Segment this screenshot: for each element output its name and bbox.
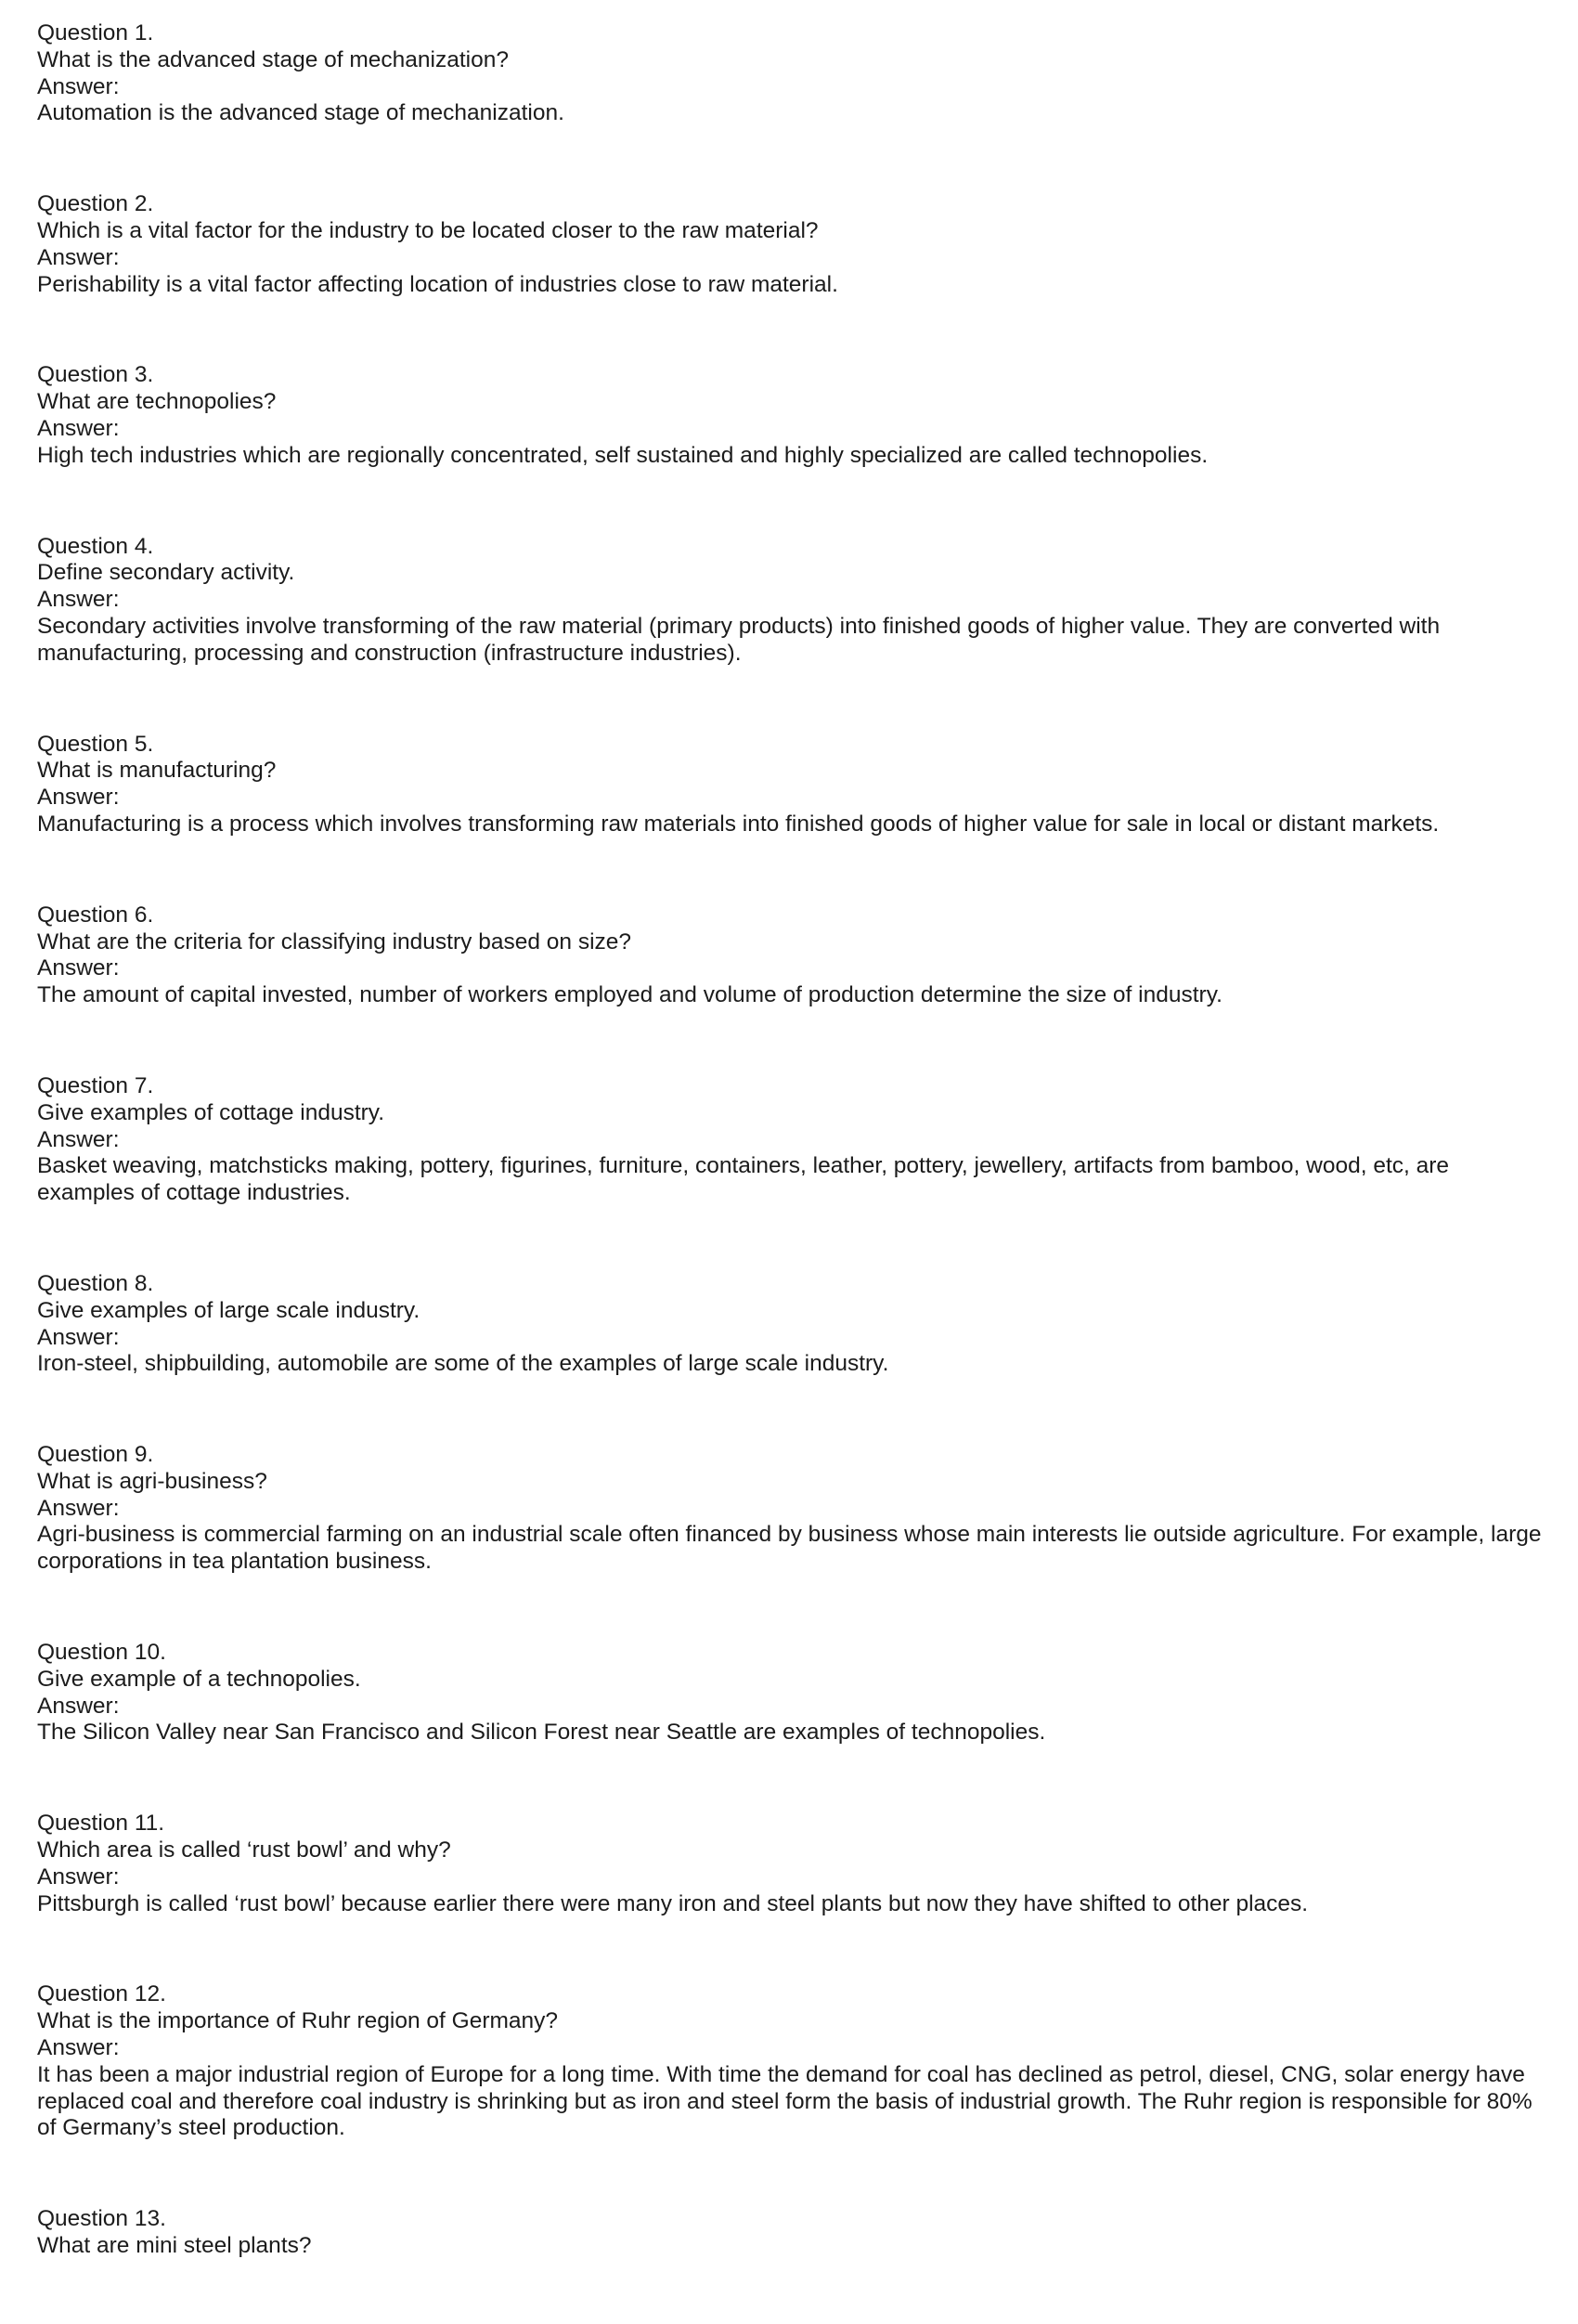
question-number: Question 10.	[37, 1640, 166, 1666]
qa-item-12	[37, 1981, 1546, 2142]
answer-label: Answer:	[37, 785, 120, 811]
question-number: Question 11.	[37, 1811, 165, 1837]
question-text: Give examples of large scale industry.	[37, 1297, 420, 1323]
answer-label: Answer:	[37, 1693, 120, 1719]
question-number: Question 5.	[37, 731, 154, 757]
qa-item-10	[37, 1640, 1546, 1746]
question-text: Which is a vital factor for the industry to be located closer to the raw material?	[37, 217, 819, 243]
question-number: Question 3.	[37, 362, 154, 388]
answer-label: Answer:	[37, 415, 120, 441]
answer-label: Answer:	[37, 1863, 120, 1889]
question-number: Question 6.	[37, 902, 154, 928]
question-number: Question 9.	[37, 1442, 154, 1468]
question-text: What is the importance of Ruhr region of Germany?	[37, 2008, 559, 2034]
question-number: Question 4.	[37, 533, 154, 559]
answer-text: Perishability is a vital factor affecting location of industries close to raw material.	[37, 271, 838, 297]
question-text: Define secondary activity.	[37, 560, 295, 586]
qa-item-7	[37, 1073, 1546, 1207]
question-text: Give examples of cottage industry.	[37, 1099, 385, 1125]
question-text: What is the advanced stage of mechanization?	[37, 46, 510, 72]
question-text: What are the criteria for classifying industry based on size?	[37, 928, 632, 954]
question-text: Give example of a technopolies.	[37, 1666, 361, 1692]
answer-label: Answer:	[37, 587, 120, 613]
qa-item-5	[37, 732, 1546, 838]
answer-label: Answer:	[37, 244, 120, 270]
answer-text: The amount of capital invested, number of workers employed and volume of production determine the size of industry.	[37, 982, 1222, 1008]
answer-label: Answer:	[37, 955, 120, 981]
answer-text: Agri-business is commercial farming on an industrial scale often financed by business whose main interests lie outside agriculture. For example, large corporations in tea plantation business.	[37, 1522, 1542, 1575]
question-number: Question 13.	[37, 2206, 166, 2232]
answer-label: Answer:	[37, 73, 120, 99]
qa-document	[37, 20, 1546, 2324]
qa-item-2	[37, 191, 1546, 298]
qa-item-1	[37, 20, 1546, 127]
answer-text: Iron-steel, shipbuilding, automobile are some of the examples of large scale industry.	[37, 1351, 889, 1377]
qa-item-11	[37, 1811, 1546, 1917]
answer-text: Manufacturing is a process which involves transforming raw materials into finished goods of higher value for sale in local or distant markets.	[37, 811, 1440, 837]
question-number: Question 8.	[37, 1270, 154, 1296]
answer-text: Automation is the advanced stage of mechanization.	[37, 100, 564, 126]
answer-text: Secondary activities involve transforming of the raw material (primary products) into finished goods of higher value. They are converted with manufacturing, processing and construction (infrastructure industries).	[37, 613, 1441, 666]
answer-text: High tech industries which are regionally concentrated, self sustained and highly specialized are called technopolies.	[37, 442, 1209, 468]
qa-item-4	[37, 534, 1546, 668]
qa-item-8	[37, 1271, 1546, 1378]
question-number: Question 1.	[37, 20, 154, 45]
answer-label: Answer:	[37, 1126, 120, 1152]
question-number: Question 12.	[37, 1981, 166, 2007]
answer-text: Basket weaving, matchsticks making, pottery, figurines, furniture, containers, leather, pottery, jewellery, artifacts from bamboo, wood, etc, are examples of cottage industries.	[37, 1153, 1450, 1206]
question-number: Question 7.	[37, 1072, 154, 1098]
qa-item-3	[37, 362, 1546, 469]
question-text: Which area is called ‘rust bowl’ and why?	[37, 1837, 451, 1863]
answer-text: The Silicon Valley near San Francisco and Silicon Forest near Seattle are examples of technopolies.	[37, 1720, 1046, 1746]
qa-item-9	[37, 1442, 1546, 1576]
answer-label: Answer:	[37, 1495, 120, 1521]
answer-label: Answer:	[37, 1324, 120, 1350]
answer-text: It has been a major industrial region of Europe for a long time. With time the demand for coal has declined as petrol, diesel, CNG, solar energy have replaced coal and therefore coal industry is shrinking but as iron and steel form the basis of industrial growth. The Ruhr region is responsible for 80% of Germany’s steel production.	[37, 2061, 1533, 2141]
qa-item-13	[37, 2206, 1546, 2260]
question-text: What are mini steel plants?	[37, 2233, 312, 2259]
answer-label: Answer:	[37, 2035, 120, 2061]
answer-text: Pittsburgh is called ‘rust bowl’ because earlier there were many iron and steel plants but now they have shifted to other places.	[37, 1890, 1309, 1916]
question-text: What is agri-business?	[37, 1468, 267, 1494]
question-text: What is manufacturing?	[37, 758, 277, 784]
question-text: What are technopolies?	[37, 389, 277, 415]
question-number: Question 2.	[37, 191, 154, 217]
qa-item-6	[37, 902, 1546, 1009]
